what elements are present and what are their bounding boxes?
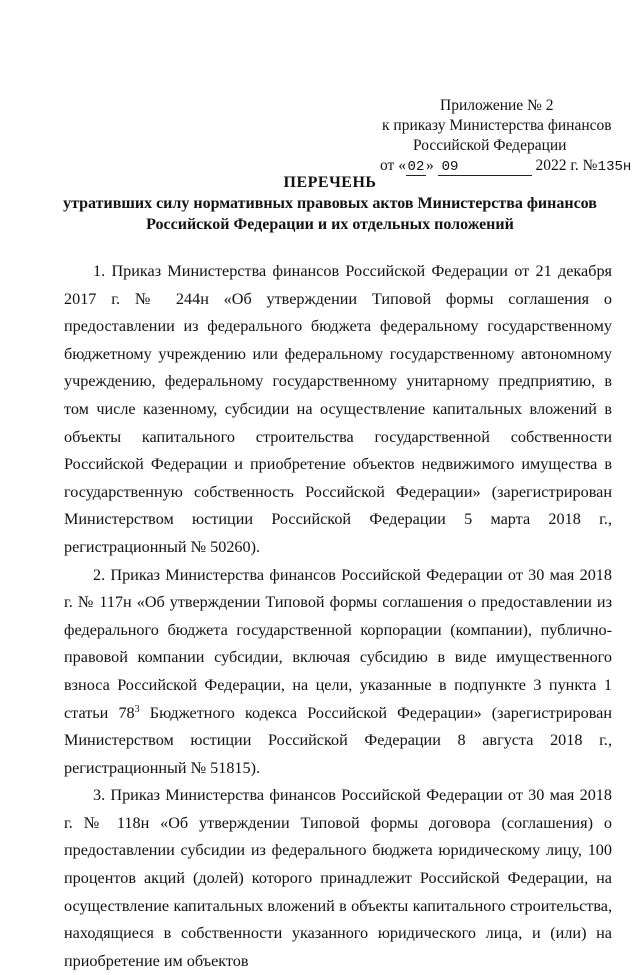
date-month-handwritten: 09 xyxy=(438,160,532,176)
date-day-handwritten: 02 xyxy=(407,159,425,175)
date-prefix: от « xyxy=(380,157,406,174)
date-year: 2022 г. № xyxy=(535,157,598,174)
date-mid: » xyxy=(425,157,434,174)
appendix-number: Приложение № 2 xyxy=(440,97,554,114)
title-main: ПЕРЕЧЕНЬ xyxy=(283,174,377,191)
list-item-1: 1. Приказ Министерства финансов Российской Федерации от 21 декабря 2017 г. № 244н «Об утверждении Типовой формы соглашения о предоставлении из федерального бюджета федеральному государственному бюджетному учреждению или федеральному государственному автономному учреждению, федеральному государственному унитарному предприятию, в том числе казенному, субсидии на осуществление капитальных вложений в объекты капитального строительства государственной собственности Российской Федерации и приобретение объектов недвижимого имущества в государственную собственность Российской Федерации» (зарегистрирован Министерством юстиции Российской Федерации 5 марта 2018 г., регистрационный № 50260). xyxy=(64,262,612,556)
list-item-3: 3. Приказ Министерства финансов Российской Федерации от 30 мая 2018 г. № 118н «Об утверждении Типовой формы договора (соглашения) о предоставлении субсидии из федерального бюджета юридическому лицу, 100 процентов акций (долей) которого принадлежит Российской Федерации, на осуществление капитальных вложений в объекты капитального строительства, находящиеся в собственности указанного юридического лица, и (или) на приобретение им объектов xyxy=(64,786,612,970)
title-subtitle-line-1: утративших силу нормативных правовых актов Министерства финансов xyxy=(63,195,597,212)
list-item-2 xyxy=(64,562,612,783)
list-item-2-text-cont: Бюджетного кодекса Российской Федерации» (зарегистрирован Министерством юстиции Российской Федерации 8 августа 2018 г., регистрационный № 51815). xyxy=(64,703,613,777)
title-subtitle-line-2: Российской Федерации и их отдельных положений xyxy=(146,216,514,233)
appendix-header xyxy=(380,96,632,176)
document-body xyxy=(64,258,612,975)
appendix-ministry-name: Российской Федерации xyxy=(413,137,567,154)
document-title xyxy=(60,172,600,235)
list-item-2-text: 2. Приказ Министерства финансов Российской Федерации от 30 мая 2018 г. № 117н «Об утверждении Типовой формы соглашения о предоставлении из федерального бюджета государственной корпорации (компании), публично-правовой компании субсидии, включая субсидию в виде имущественного взноса Российской Федерации, на цели, указанные в подпункте 3 пункта 1 статьи 78 xyxy=(64,565,612,722)
order-number-handwritten: 135н xyxy=(597,159,632,175)
article-superscript: 3 xyxy=(134,703,140,715)
appendix-order-reference: к приказу Министерства финансов xyxy=(382,117,612,134)
